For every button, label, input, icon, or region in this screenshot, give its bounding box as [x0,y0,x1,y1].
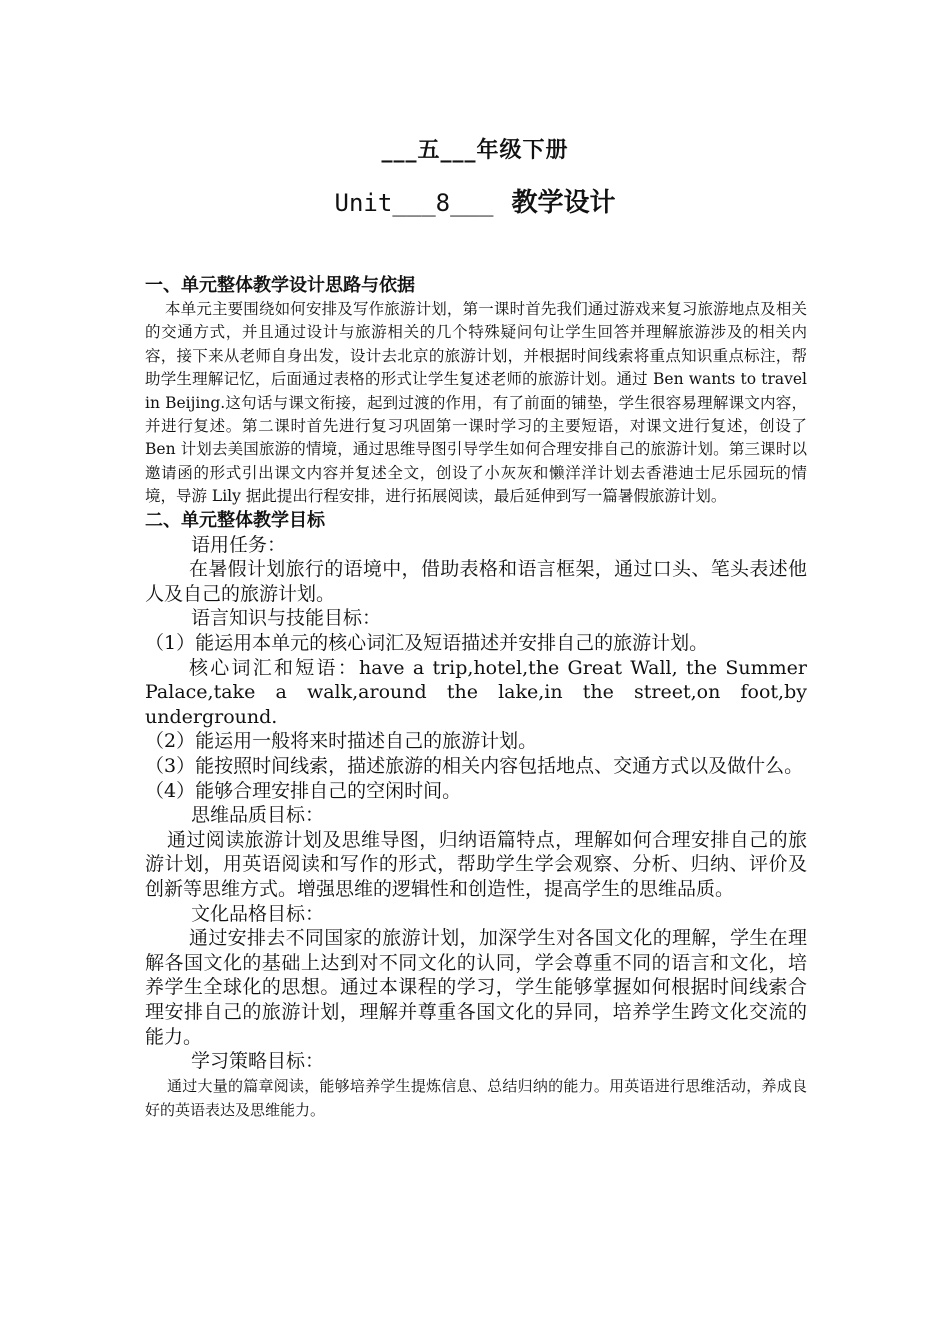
goal-item-4: （4）能够合理安排自己的空闲时间。 [145,779,462,802]
strategy-label: 学习策略目标： [191,1050,325,1073]
section-heading-design: 一、单元整体教学设计思路与依据 [145,275,415,296]
task-paragraph: 在暑假计划旅行的语境中，借助表格和语言框架，通过口头、笔头表述他人及自己的旅游计划。 [145,558,807,605]
unit-number: Unit___8___ [334,189,494,217]
culture-paragraph: 通过安排去不同国家的旅游计划，加深学生对各国文化的理解，学生在理解各国文化的基础上达到对不同文化的认同，学会尊重不同的语言和文化，培养学生全球化的思想。通过本课程的学习，学生能够掌握如何根据时间线索合理安排自己的旅游计划，理解并尊重各国文化的异同，培养学生跨文化交流的能力。 [145,927,807,1048]
task-label: 语用任务： [191,533,287,556]
design-rationale-paragraph: 本单元主要围绕如何安排及写作旅游计划，第一课时首先我们通过游戏来复习旅游地点及相关的交通方式，并且通过设计与旅游相关的几个特殊疑问句让学生回答并理解旅游涉及的相关内容，接下来从老师自身出发，设计去北京的旅游计划，并根据时间线索将重点知识重点标注，帮助学生理解记忆，后面通过表格的形式让学生复述老师的旅游计划。通过 Ben wants to travel in Beijing.这句话与课文衔接，起到过渡的作用，有了前面的铺垫，学生很容易理解课文内容，并进行复述。第二课时首先进行复习巩固第一课时学习的主要短语，对课文进行复述，创设了 Ben 计划去美国旅游的情境，通过思维导图引导学生如何合理安排自己的旅游计划。第三课时以邀请函的形式引出课文内容并复述全文，创设了小灰灰和懒洋洋计划去香港迪士尼乐园玩的情境，导游 Lily 据此提出行程安排，进行拓展阅读，最后延伸到写一篇暑假旅游计划。 [145,300,807,506]
knowledge-label: 语言知识与技能目标： [191,607,382,630]
goal-item-1: （1）能运用本单元的核心词汇及短语描述并安排自己的旅游计划。 [145,632,709,655]
goal-item-3: （3）能按照时间线索，描述旅游的相关内容包括地点、交通方式以及做什么。 [145,755,804,777]
unit-title [0,182,950,219]
thinking-paragraph: 通过阅读旅游计划及思维导图，归纳语篇特点，理解如何合理安排自己的旅游计划，用英语阅读和写作的形式，帮助学生学会观察、分析、归纳、评价及创新等思维方式。增强思维的逻辑性和创造性，提高学生的思维品质。 [145,828,807,900]
culture-label: 文化品格目标： [191,902,325,925]
goal-item-2: （2）能运用一般将来时描述自己的旅游计划。 [145,730,538,753]
vocabulary-paragraph: 核心词汇和短语：have a trip,hotel,the Great Wall, the Summer Palace,take a walk,around the lake,in the street,on foot,by underground. [145,656,807,728]
document-body [145,274,807,1122]
grade-title: ___五___年级下册 [381,138,569,163]
unit-title-suffix: 教学设计 [511,188,616,218]
section-heading-goals: 二、单元整体教学目标 [145,509,325,531]
strategy-paragraph: 通过大量的篇章阅读，能够培养学生提炼信息、总结归纳的能力。用英语进行思维活动，养成良好的英语表达及思维能力。 [145,1076,807,1119]
thinking-label: 思维品质目标： [191,804,325,827]
